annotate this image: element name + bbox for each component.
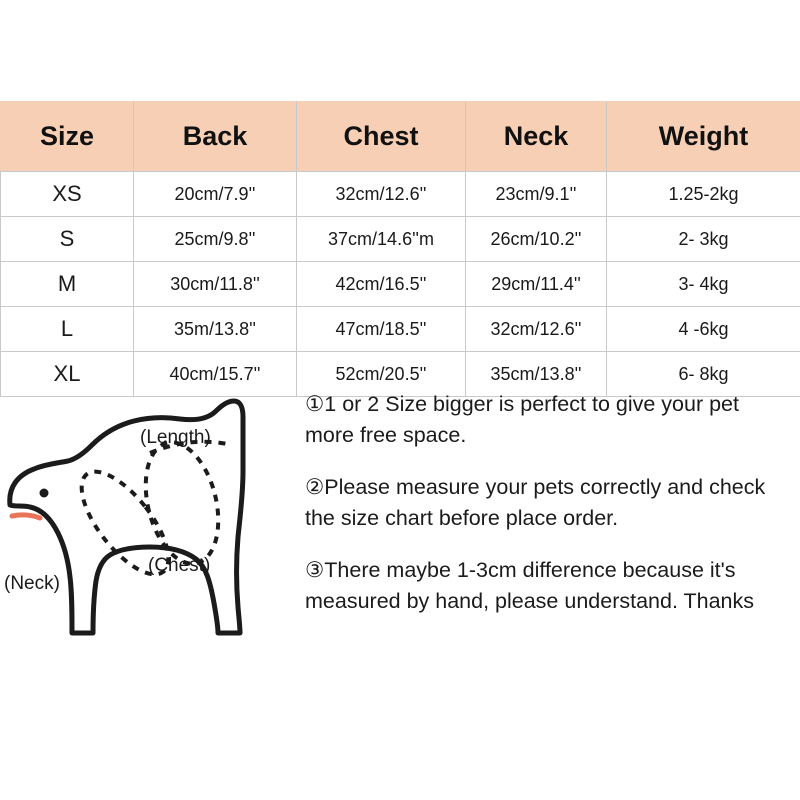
cell-size: XL [1, 352, 134, 397]
cell-size: XS [1, 172, 134, 217]
cell-neck: 23cm/9.1'' [466, 172, 607, 217]
column-header-back: Back [134, 102, 297, 172]
cell-weight: 3- 4kg [607, 262, 800, 307]
cell-neck: 32cm/12.6'' [466, 307, 607, 352]
note-item-2: ②Please measure your pets correctly and check the size chart before place order. [305, 475, 766, 530]
dog-outline-icon [0, 375, 295, 695]
cell-chest: 52cm/20.5'' [297, 352, 466, 397]
dog-measurement-diagram [0, 375, 295, 695]
cell-back: 40cm/15.7'' [134, 352, 297, 397]
label-chest: (Chest) [148, 555, 211, 576]
column-header-neck: Neck [466, 102, 607, 172]
table-header-row [1, 102, 800, 172]
cell-size: L [1, 307, 134, 352]
cell-weight: 2- 3kg [607, 217, 800, 262]
cell-size: S [1, 217, 134, 262]
table-row [1, 172, 800, 217]
cell-weight: 6- 8kg [607, 352, 800, 397]
note-item-1: ①1 or 2 Size bigger is perfect to give your pet more free space. [305, 392, 739, 447]
cell-back: 25cm/9.8'' [134, 217, 297, 262]
cell-neck: 26cm/10.2'' [466, 217, 607, 262]
cell-back: 35m/13.8'' [134, 307, 297, 352]
cell-neck: 35cm/13.8'' [466, 352, 607, 397]
column-header-weight: Weight [607, 102, 800, 172]
cell-neck: 29cm/11.4'' [466, 262, 607, 307]
cell-chest: 37cm/14.6''m [297, 217, 466, 262]
table-row [1, 307, 800, 352]
label-neck: (Neck) [4, 573, 60, 594]
column-header-chest: Chest [297, 102, 466, 172]
cell-back: 20cm/7.9'' [134, 172, 297, 217]
table-row [1, 262, 800, 307]
cell-back: 30cm/11.8'' [134, 262, 297, 307]
column-header-size: Size [1, 102, 134, 172]
cell-chest: 32cm/12.6'' [297, 172, 466, 217]
notes-list [305, 389, 790, 616]
cell-chest: 47cm/18.5'' [297, 307, 466, 352]
cell-size: M [1, 262, 134, 307]
table-row [1, 217, 800, 262]
size-chart-table [0, 101, 800, 397]
cell-weight: 4 -6kg [607, 307, 800, 352]
cell-chest: 42cm/16.5'' [297, 262, 466, 307]
label-length: (Length) [140, 427, 211, 448]
note-item-3: ③There maybe 1-3cm difference because it's measured by hand, please understand. Thanks [305, 558, 755, 613]
lower-section [0, 375, 800, 705]
cell-weight: 1.25-2kg [607, 172, 800, 217]
